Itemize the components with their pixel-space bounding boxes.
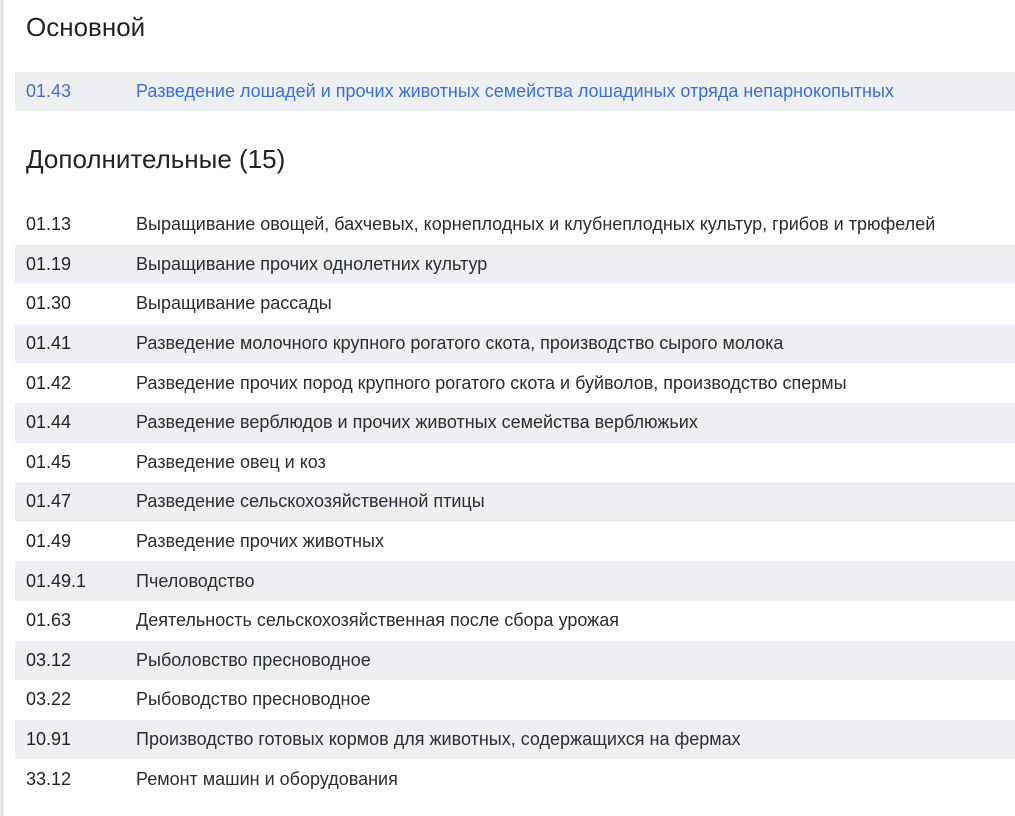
- activity-name: Разведение прочих пород крупного рогатого скота и буйволов, производство спермы: [136, 372, 847, 393]
- activity-code: 01.49: [26, 531, 72, 552]
- table-row: [15, 522, 1015, 562]
- table-row: [15, 680, 1015, 720]
- table-row: [15, 284, 1015, 324]
- table-row: [15, 561, 1015, 601]
- activity-name: Рыбоводство пресноводное: [136, 689, 371, 710]
- activity-code: 01.45: [26, 451, 72, 472]
- activity-name: Выращивание прочих однолетних культур: [136, 253, 488, 274]
- activity-name: Разведение овец и коз: [136, 451, 326, 472]
- main-activity-code[interactable]: 01.43: [26, 81, 72, 101]
- table-row: [15, 363, 1015, 403]
- main-activity-link[interactable]: Разведение лошадей и прочих животных семейства лошадиных отряда непарнокопытных: [136, 81, 894, 101]
- table-row: [15, 443, 1015, 483]
- table-row: [15, 324, 1015, 364]
- activity-code: 03.12: [26, 649, 72, 670]
- activity-code: 01.49.1: [26, 570, 87, 591]
- table-row: [15, 245, 1015, 285]
- main-activity-list: [15, 72, 1015, 111]
- activity-name: Производство готовых кормов для животных, содержащихся на фермах: [136, 729, 741, 750]
- activity-code: 01.41: [26, 333, 72, 354]
- activity-name: Рыболовство пресноводное: [136, 649, 371, 670]
- table-row: [15, 482, 1015, 522]
- activity-name: Ремонт машин и оборудования: [136, 768, 398, 789]
- table-row: [15, 641, 1015, 681]
- activity-name: Разведение верблюдов и прочих животных семейства верблюжьих: [136, 412, 698, 433]
- activity-name: Разведение прочих животных: [136, 531, 384, 552]
- main-section-title: Основной: [26, 12, 146, 42]
- activity-code: 01.30: [26, 293, 72, 314]
- activity-code: 10.91: [26, 729, 72, 750]
- activity-code: 33.12: [26, 768, 72, 789]
- activity-code: 03.22: [26, 689, 72, 710]
- activity-name: Пчеловодство: [136, 570, 255, 591]
- extra-activity-list: [15, 205, 1015, 799]
- table-row: [15, 720, 1015, 760]
- left-border: [0, 0, 4, 816]
- extra-section-title: Дополнительные (15): [26, 144, 286, 174]
- activity-code: 01.63: [26, 610, 72, 631]
- activity-code: 01.44: [26, 412, 72, 433]
- activity-code: 01.13: [26, 214, 72, 235]
- table-row: [15, 759, 1015, 799]
- activity-name: Выращивание овощей, бахчевых, корнеплодных и клубнеплодных культур, грибов и трюфелей: [136, 214, 936, 235]
- table-row: [15, 205, 1015, 245]
- activity-code: 01.47: [26, 491, 72, 512]
- activity-code: 01.42: [26, 372, 72, 393]
- activity-name: Выращивание рассады: [136, 293, 332, 314]
- table-row: [15, 601, 1015, 641]
- activity-name: Разведение молочного крупного рогатого скота, производство сырого молока: [136, 333, 784, 354]
- activity-name: Деятельность сельскохозяйственная после сбора урожая: [136, 610, 619, 631]
- activity-name: Разведение сельскохозяйственной птицы: [136, 491, 485, 512]
- main-activity-row[interactable]: [15, 72, 1015, 111]
- activity-code: 01.19: [26, 253, 72, 274]
- table-row: [15, 403, 1015, 443]
